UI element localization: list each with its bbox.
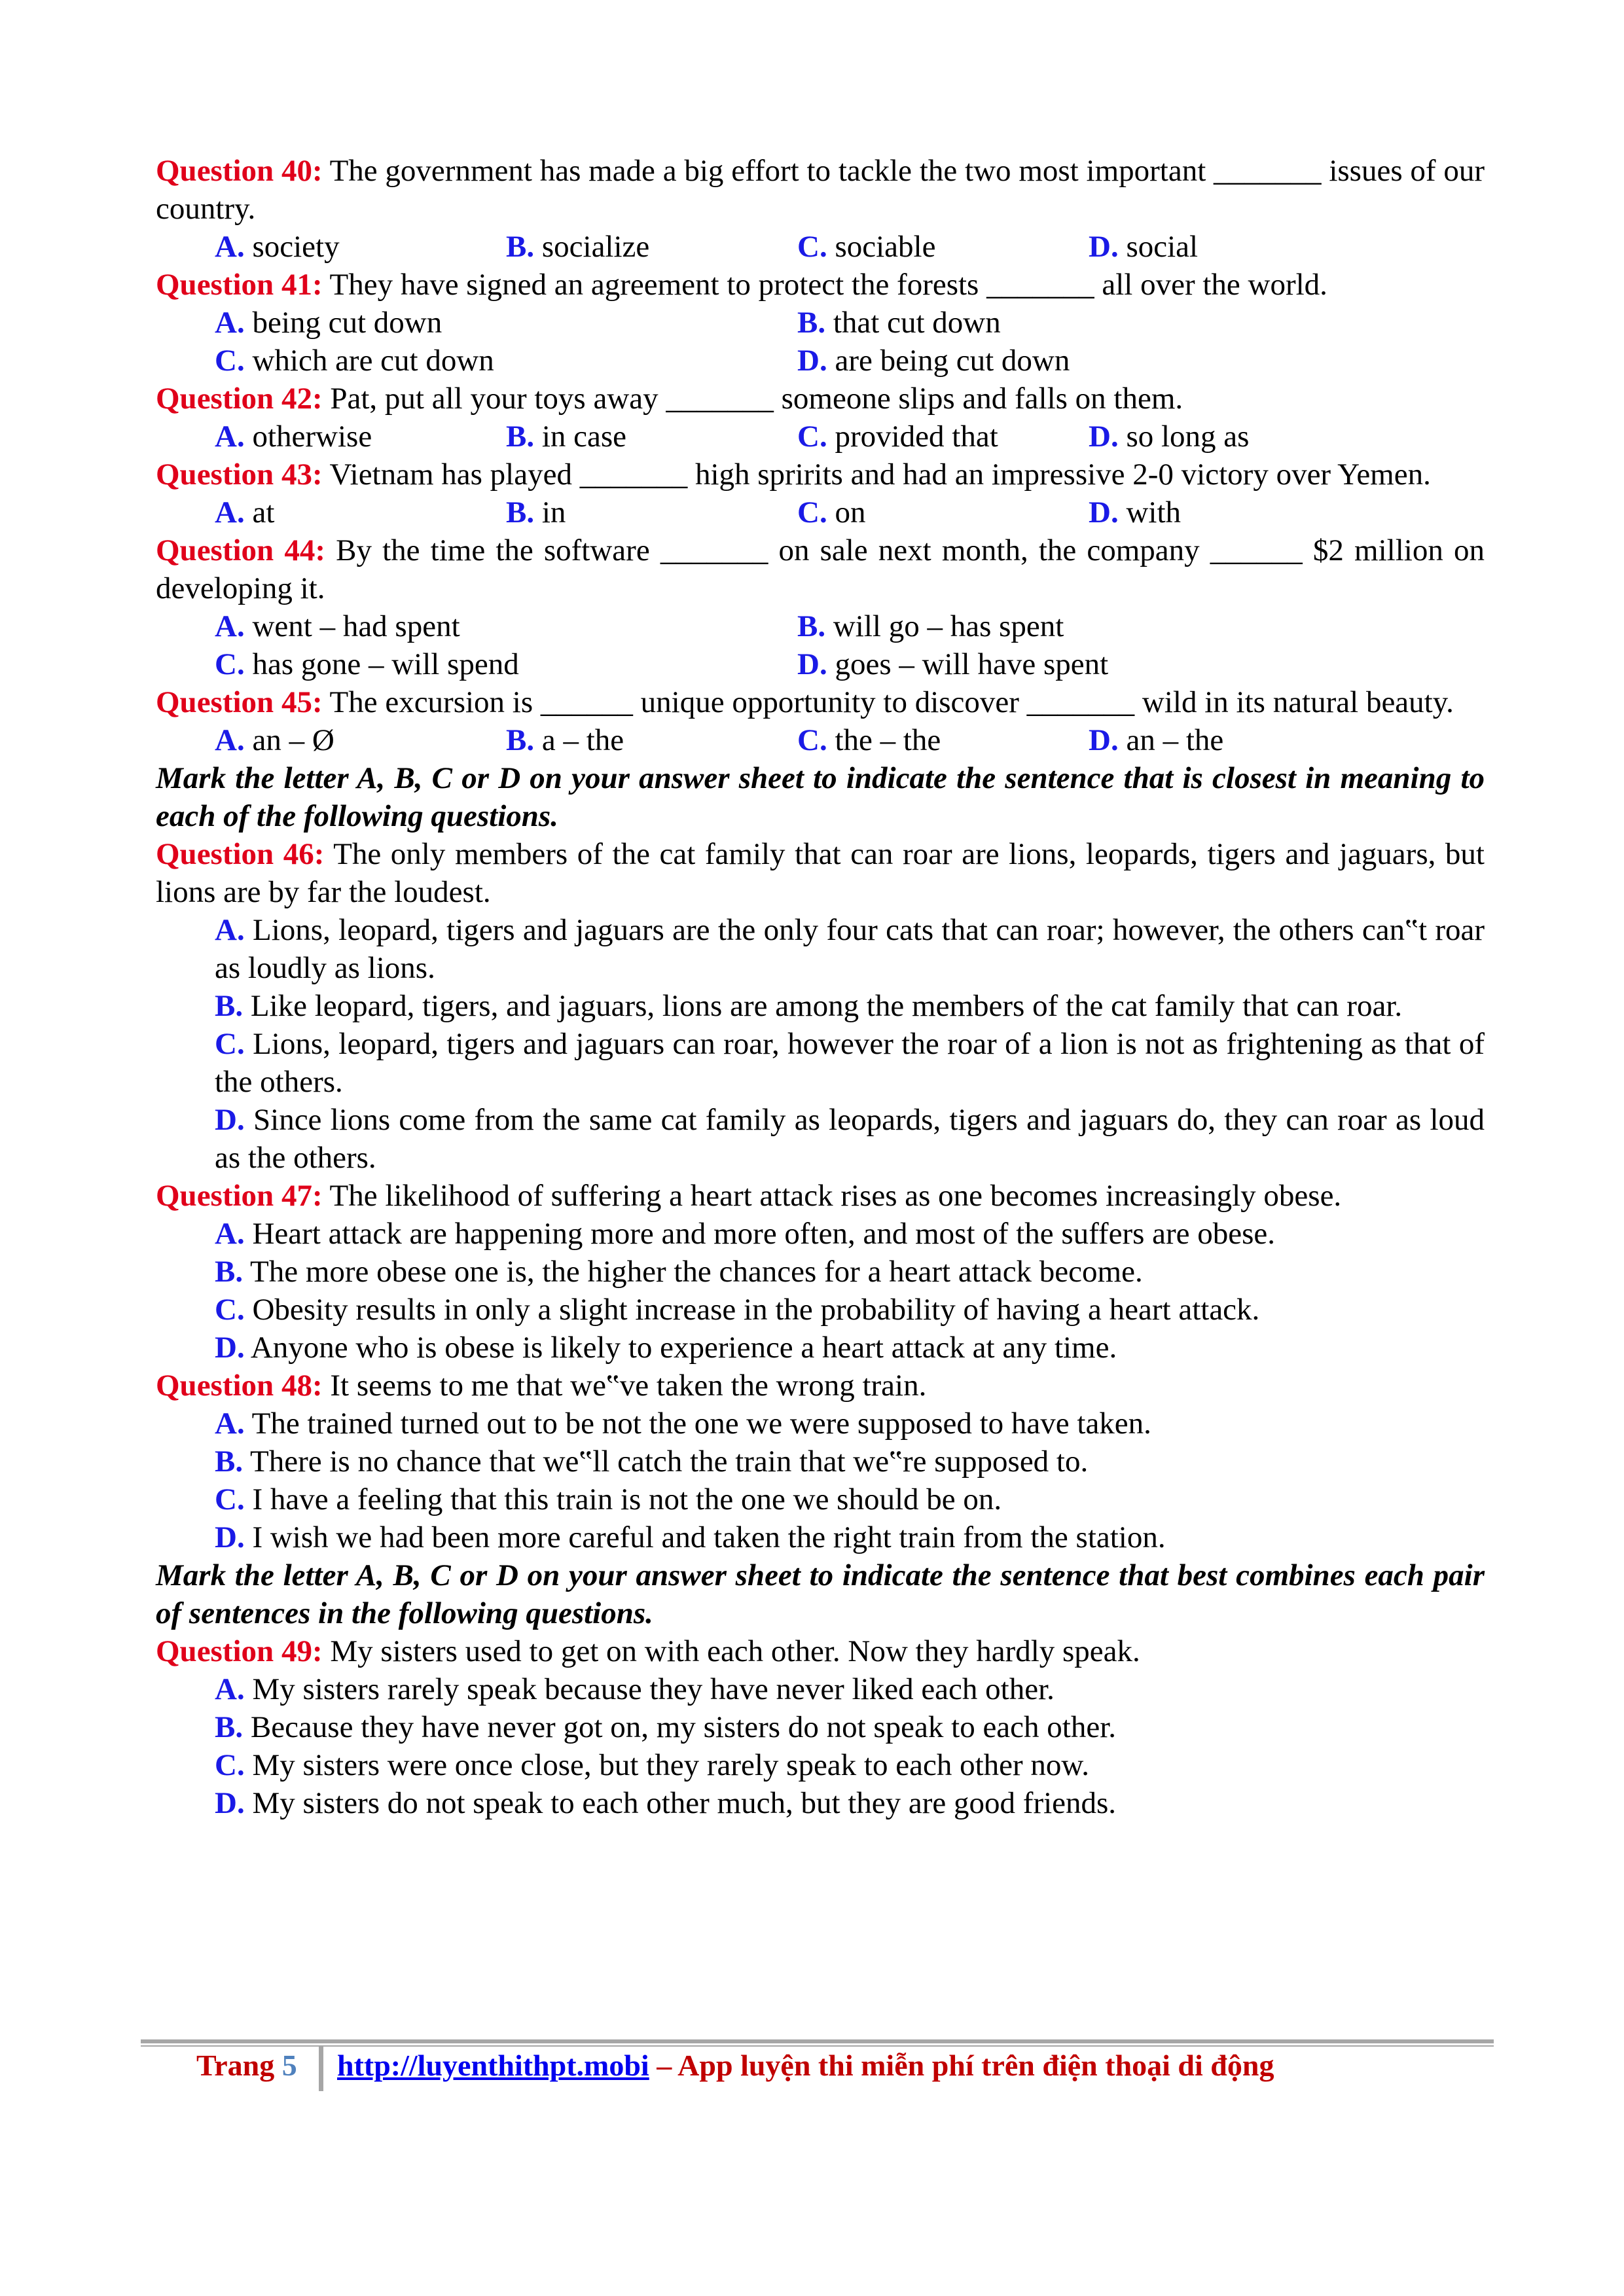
footer-link[interactable]: http://luyenthithpt.mobi	[337, 2049, 649, 2082]
answer-option[interactable]	[215, 418, 506, 456]
option-text: an – Ø	[244, 723, 334, 757]
option-text: Obesity results in only a slight increase in the probability of having a heart attack.	[244, 1293, 1260, 1327]
option-letter: A.	[215, 306, 245, 340]
question-label: Question 41:	[156, 268, 323, 302]
option-letter: B.	[506, 420, 535, 454]
answer-option[interactable]	[215, 228, 506, 266]
answer-option[interactable]	[797, 418, 1089, 456]
answer-option[interactable]	[215, 304, 797, 342]
footer-rule-thick	[141, 2039, 1494, 2043]
option-text: Lions, leopard, tigers and jaguars can roar, however the roar of a lion is not as frightening as that of the others.	[215, 1027, 1485, 1099]
option-letter: B.	[215, 1255, 244, 1289]
option-text: are being cut down	[827, 344, 1070, 378]
option-letter: D.	[215, 1786, 245, 1820]
option-text: at	[244, 495, 275, 529]
answer-option[interactable]	[797, 607, 1380, 645]
option-text: The more obese one is, the higher the chances for a heart attack become.	[243, 1255, 1143, 1289]
option-letter: A.	[215, 495, 245, 529]
option-text: an – the	[1118, 723, 1224, 757]
answer-option[interactable]	[215, 721, 506, 759]
answer-option[interactable]	[1089, 721, 1380, 759]
option-text: Like leopard, tigers, and jaguars, lions are among the members of the cat family that can roar.	[243, 989, 1403, 1023]
question-text: The only members of the cat family that can roar are lions, leopards, tigers and jaguars, but lions are by far the loudest.	[156, 837, 1485, 909]
question-label: Question 40:	[156, 154, 323, 188]
option-text: being cut down	[244, 306, 442, 340]
option-letter: C.	[797, 420, 827, 454]
question-stem	[156, 1367, 1485, 1405]
question-label: Question 44:	[156, 533, 325, 567]
question-stem	[156, 266, 1485, 304]
answer-option[interactable]	[215, 493, 506, 531]
option-letter: A.	[215, 609, 245, 643]
answer-option[interactable]	[156, 1708, 1485, 1746]
answer-option[interactable]	[156, 1329, 1485, 1367]
option-text: went – had spent	[244, 609, 460, 643]
option-text: Since lions come from the same cat family as leopards, tigers and jaguars do, they can roar as loud as the others.	[215, 1103, 1485, 1175]
option-letter: D.	[1089, 495, 1119, 529]
footer-page-number	[196, 2047, 297, 2084]
question-block	[156, 1177, 1485, 1367]
question-block	[156, 266, 1485, 380]
option-letter: D.	[797, 344, 827, 378]
option-letter: D.	[215, 1331, 245, 1365]
question-stem	[156, 835, 1485, 911]
option-text: Lions, leopard, tigers and jaguars are the only four cats that can roar; however, the others can‟t roar as loudly as lions.	[215, 913, 1485, 985]
option-letter: C.	[215, 1293, 245, 1327]
option-letter: B.	[506, 230, 535, 264]
options-row	[156, 342, 1485, 380]
answer-option[interactable]	[156, 1480, 1485, 1518]
question-stem	[156, 683, 1485, 721]
question-label: Question 47:	[156, 1179, 323, 1213]
option-letter: C.	[797, 230, 827, 264]
option-text: in case	[534, 420, 627, 454]
answer-option[interactable]	[156, 1405, 1485, 1443]
question-text: My sisters used to get on with each other. Now they hardly speak.	[322, 1634, 1140, 1668]
option-text: goes – will have spent	[827, 647, 1109, 681]
question-text: It seems to me that we‟ve taken the wrong train.	[322, 1369, 927, 1403]
footer-tagline: – App luyện thi miễn phí trên điện thoại di động	[649, 2049, 1274, 2082]
answer-option[interactable]	[506, 228, 797, 266]
option-letter: B.	[215, 1710, 244, 1744]
option-letter: B.	[506, 723, 535, 757]
answer-option[interactable]	[156, 1025, 1485, 1101]
answer-option[interactable]	[156, 987, 1485, 1025]
question-label: Question 46:	[156, 837, 325, 871]
question-group-a	[156, 152, 1485, 759]
option-letter: D.	[215, 1520, 245, 1554]
question-text: Vietnam has played _______ high spririts and had an impressive 2-0 victory over Yemen.	[322, 457, 1431, 492]
page-word: Trang	[196, 2049, 282, 2082]
option-text: My sisters were once close, but they rarely speak to each other now.	[244, 1748, 1090, 1782]
option-letter: D.	[1089, 230, 1119, 264]
option-text: There is no chance that we‟ll catch the train that we‟re supposed to.	[243, 1444, 1089, 1479]
answer-option[interactable]	[506, 721, 797, 759]
answer-option[interactable]	[156, 911, 1485, 987]
option-letter: B.	[797, 306, 826, 340]
option-text: a – the	[534, 723, 624, 757]
question-label: Question 48:	[156, 1369, 323, 1403]
answer-option[interactable]	[797, 304, 1380, 342]
option-text: sociable	[827, 230, 936, 264]
option-letter: A.	[215, 1407, 245, 1441]
option-letter: A.	[215, 230, 245, 264]
answer-option[interactable]	[797, 342, 1380, 380]
option-letter: B.	[215, 1444, 244, 1479]
option-text: Heart attack are happening more and more often, and most of the suffers are obese.	[244, 1217, 1276, 1251]
options-row	[156, 493, 1485, 531]
answer-option[interactable]	[156, 1784, 1485, 1822]
options-row	[156, 304, 1485, 342]
option-letter: A.	[215, 1672, 245, 1706]
question-stem	[156, 1177, 1485, 1215]
option-letter: C.	[215, 344, 245, 378]
question-text: The likelihood of suffering a heart attack rises as one becomes increasingly obese.	[322, 1179, 1342, 1213]
question-text: Pat, put all your toys away _______ someone slips and falls on them.	[322, 382, 1183, 416]
option-text: socialize	[534, 230, 650, 264]
option-letter: D.	[1089, 420, 1119, 454]
option-letter: C.	[215, 1482, 245, 1516]
answer-option[interactable]	[506, 418, 797, 456]
question-text: The government has made a big effort to tackle the two most important _______ issues of our country.	[156, 154, 1485, 226]
option-text: with	[1118, 495, 1182, 529]
question-block	[156, 531, 1485, 683]
question-block	[156, 456, 1485, 531]
option-letter: C.	[797, 723, 827, 757]
answer-option[interactable]	[156, 1670, 1485, 1708]
option-text: otherwise	[244, 420, 372, 454]
option-letter: C.	[215, 647, 245, 681]
question-label: Question 45:	[156, 685, 323, 719]
option-letter: C.	[797, 495, 827, 529]
question-block	[156, 683, 1485, 759]
options-row	[156, 418, 1485, 456]
answer-option[interactable]	[215, 607, 797, 645]
page-content	[156, 152, 1485, 1822]
footer-text	[337, 2047, 1274, 2084]
question-block	[156, 835, 1485, 1177]
answer-option[interactable]	[1089, 493, 1380, 531]
options-row	[156, 721, 1485, 759]
option-letter: B.	[506, 495, 535, 529]
question-group-b	[156, 835, 1485, 1556]
question-block	[156, 152, 1485, 266]
option-text: Anyone who is obese is likely to experience a heart attack at any time.	[244, 1331, 1117, 1365]
option-letter: C.	[215, 1027, 245, 1061]
question-stem	[156, 456, 1485, 493]
question-label: Question 49:	[156, 1634, 323, 1668]
footer-separator	[319, 2047, 323, 2091]
footer-rule-thin	[141, 2045, 1494, 2047]
option-letter: C.	[215, 1748, 245, 1782]
option-letter: D.	[215, 1103, 245, 1137]
option-text: I wish we had been more careful and taken the right train from the station.	[244, 1520, 1166, 1554]
option-text: on	[827, 495, 866, 529]
option-text: will go – has spent	[825, 609, 1064, 643]
question-stem	[156, 380, 1485, 418]
option-text: which are cut down	[244, 344, 494, 378]
page-num: 5	[281, 2049, 297, 2082]
option-text: My sisters do not speak to each other much, but they are good friends.	[244, 1786, 1117, 1820]
option-letter: D.	[797, 647, 827, 681]
instruction-combine-sentences: Mark the letter A, B, C or D on your answer sheet to indicate the sentence that best combines each pair of sentences in the following questions.	[156, 1558, 1485, 1630]
answer-option[interactable]	[156, 1215, 1485, 1253]
question-text: By the time the software _______ on sale next month, the company ______ $2 million on developing it.	[156, 533, 1485, 605]
answer-option[interactable]	[797, 493, 1089, 531]
question-label: Question 42:	[156, 382, 323, 416]
answer-option[interactable]	[156, 1101, 1485, 1177]
option-text: has gone – will spend	[244, 647, 519, 681]
answer-option[interactable]	[506, 493, 797, 531]
option-letter: A.	[215, 1217, 245, 1251]
options-row	[156, 607, 1485, 645]
option-text: My sisters rarely speak because they have never liked each other.	[244, 1672, 1055, 1706]
answer-option[interactable]	[156, 1291, 1485, 1329]
option-letter: B.	[215, 989, 244, 1023]
option-text: I have a feeling that this train is not the one we should be on.	[244, 1482, 1002, 1516]
option-letter: A.	[215, 420, 245, 454]
answer-option[interactable]	[156, 1518, 1485, 1556]
option-text: social	[1118, 230, 1199, 264]
question-block	[156, 380, 1485, 456]
answer-option[interactable]	[156, 1253, 1485, 1291]
option-letter: A.	[215, 723, 245, 757]
answer-option[interactable]	[215, 342, 797, 380]
answer-option[interactable]	[156, 1443, 1485, 1480]
option-letter: A.	[215, 913, 245, 947]
option-text: society	[244, 230, 340, 264]
question-stem	[156, 1632, 1485, 1670]
option-text: The trained turned out to be not the one we were supposed to have taken.	[244, 1407, 1151, 1441]
option-text: the – the	[827, 723, 941, 757]
option-text: so long as	[1118, 420, 1250, 454]
option-text: that cut down	[825, 306, 1001, 340]
answer-option[interactable]	[797, 721, 1089, 759]
option-text: Because they have never got on, my sisters do not speak to each other.	[243, 1710, 1117, 1744]
question-block	[156, 1367, 1485, 1556]
instruction-closest-meaning: Mark the letter A, B, C or D on your answer sheet to indicate the sentence that is closest in meaning to each of the following questions.	[156, 761, 1485, 833]
question-stem	[156, 531, 1485, 607]
options-row	[156, 228, 1485, 266]
answer-option[interactable]	[1089, 228, 1380, 266]
option-text: provided that	[827, 420, 998, 454]
question-block	[156, 1632, 1485, 1822]
question-stem	[156, 152, 1485, 228]
option-letter: D.	[1089, 723, 1119, 757]
answer-option[interactable]	[797, 228, 1089, 266]
question-group-c	[156, 1632, 1485, 1822]
answer-option[interactable]	[797, 645, 1380, 683]
answer-option[interactable]	[1089, 418, 1380, 456]
option-text: in	[534, 495, 566, 529]
option-letter: B.	[797, 609, 826, 643]
question-text: The excursion is ______ unique opportunity to discover _______ wild in its natural beauty.	[322, 685, 1454, 719]
options-row	[156, 645, 1485, 683]
answer-option[interactable]	[156, 1746, 1485, 1784]
question-text: They have signed an agreement to protect the forests _______ all over the world.	[322, 268, 1327, 302]
question-label: Question 43:	[156, 457, 323, 492]
answer-option[interactable]	[215, 645, 797, 683]
